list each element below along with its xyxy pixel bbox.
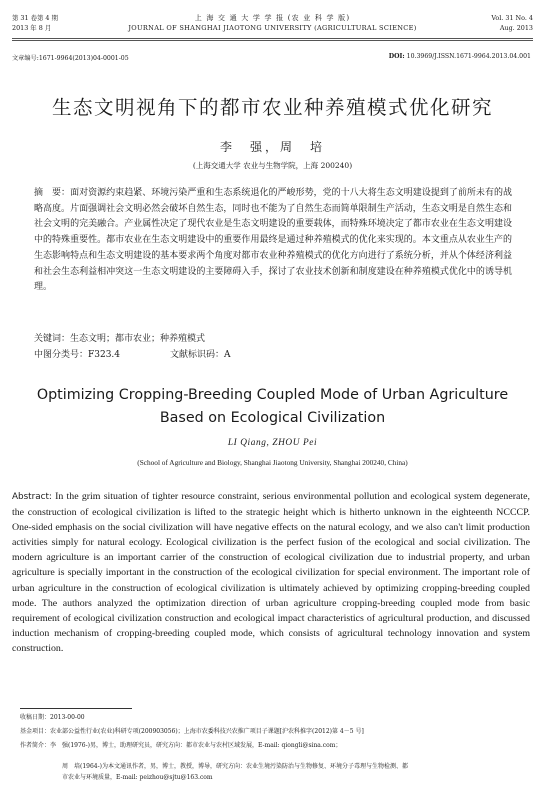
- title-cn: 生态文明视角下的都市农业种养殖模式优化研究: [51, 96, 493, 119]
- header-center: [112, 13, 433, 33]
- abstract-en-label: Abstract:: [12, 492, 52, 502]
- journal-name-cn: 上 海 交 通 大 学 学 报 (农 业 科 学 版): [194, 14, 351, 22]
- abstract-cn-text: 摘 要：面对资源约束趋紧、环境污染严重和生态系统退化的严峻形势，党的十八大将生态文明建设提到了前所未有的战略高度。片面强调社会文明必然会破坏自然生态，同时也不能为了自然生态而简单限制生产活动，生态文明是自然生态和社会文明的完美融合。产业属性决定了现代农业是生态文明建设的重要载体，而特殊环境决定了都市农业在生态文明建设中的特殊重要性。都市农业在生态文明建设中的重要作用最终是通过种养殖模式的优化来实现的。本文重点从农业生产的生态影响特点和生态文明建设的基本要求两个角度对都市农业种养殖模式的优化方向进行了系统分析，并从个体经济利益和社会生态利益相冲突这一生态文明建设的主要障碍入手，探讨了农业技术创新和制度建设在种养殖模式优化中的诱导机理。: [34, 188, 512, 293]
- doi-label: DOI:: [388, 53, 405, 60]
- header-left: [12, 13, 58, 33]
- authors-cn: 李 强，周 培: [219, 140, 325, 154]
- abstract-cn: [34, 186, 512, 296]
- footnote-funding: 基金项目：农业部公益性行业(农业)科研专项(200903056)；上海市农委科技兴农推广项目子课题[沪农科推字(2012)第 4－5 号]: [20, 728, 364, 735]
- footnote-author1: 作者简介：李 强(1976-)男，博士，助理研究员，研究方向：都市农业与农村区域发展，E-mail: qiongli@sina.com；: [20, 742, 342, 749]
- affiliation-cn: (上海交通大学 农业与生物学院，上海 200240): [192, 161, 353, 170]
- authors-en: LI Qiang, ZHOU Pei: [227, 438, 318, 448]
- doi: [389, 53, 531, 60]
- title-en: [0, 384, 545, 430]
- journal-name-en: JOURNAL OF SHANGHAI JIAOTONG UNIVERSITY (AGRICULTURAL SCIENCE): [128, 24, 417, 32]
- keywords-cn: 关键词：生态文明；都市农业；种养殖模式: [34, 334, 206, 344]
- title-en-line1: Optimizing Cropping-Breeding Coupled Mode of Urban Agriculture: [36, 387, 509, 403]
- footnote-received: 收稿日期：2013-00-00: [20, 714, 85, 721]
- header-right: [491, 13, 533, 33]
- class-number: 中图分类号：F323.4: [34, 350, 121, 360]
- footnote-rule: [20, 708, 132, 709]
- header-rule: [12, 38, 533, 39]
- article-number: 文章编号:1671-9964(2013)04-0001-05: [12, 55, 129, 62]
- volume-en: Vol. 31 No. 4: [491, 14, 533, 22]
- doi-value: 10.3969/J.ISSN.1671-9964.2013.04.001: [406, 53, 531, 60]
- affiliation-en: (School of Agriculture and Biology, Shanghai Jiaotong University, Shanghai 200240, China): [137, 458, 408, 467]
- volume-cn: 第 31 卷第 4 期: [12, 14, 58, 22]
- date-cn: 2013 年 8 月: [12, 24, 52, 32]
- article-meta: [12, 53, 531, 62]
- abstract-en-text: In the grim situation of tighter resource constraint, serious environmental pollution and ecological system degenerate, the construction of ecological civilization is lifted to the strategic height which is hitherto unknown in the eighteenth NCCCP. One-sided emphasis on the social civilization will have negative effects on the natural ecology, and we also can't limit production activities simply for natural ecology. Ecological civilization is the perfect fusion of the ecological and social civilization. The modern agriculture is an important carrier of the construction of ecological civilization due to industrial property, and urban agriculture is specially important in the construction of the ecological civilization for special environment. The important role of urban agriculture in the construction of ecological civilization is ultimately achieved by optimizing cropping-breeding coupled mode. The authors analyzed the optimization direction of urban agriculture cropping-breeding coupled mode from basic requirement of ecological civilization construction and ecological impact characteristics of agricultural production, and discussed induction mechanism of cropping-breeding coupled mode, which consists of agricultural technology innovation and system construction.: [12, 491, 531, 654]
- running-header: [12, 13, 533, 39]
- header-rule-secondary: [12, 40, 533, 41]
- document-code: 文献标识码：A: [170, 350, 231, 360]
- footnote-author2-line1: 周 培(1964-)为本文通讯作者，男，博士，教授，博导，研究方向：农业生境污染防治与生物修复、环境分子毒理与生物检测、都: [62, 763, 408, 770]
- title-en-line2: Based on Ecological Civilization: [159, 410, 386, 426]
- classification-cn: [34, 347, 231, 360]
- abstract-en: [12, 489, 530, 656]
- date-en: Aug. 2013: [499, 24, 533, 32]
- footnote-author2-line2: 市农业与环境质量，E-mail: peizhou@sjtu@163.com: [62, 774, 213, 781]
